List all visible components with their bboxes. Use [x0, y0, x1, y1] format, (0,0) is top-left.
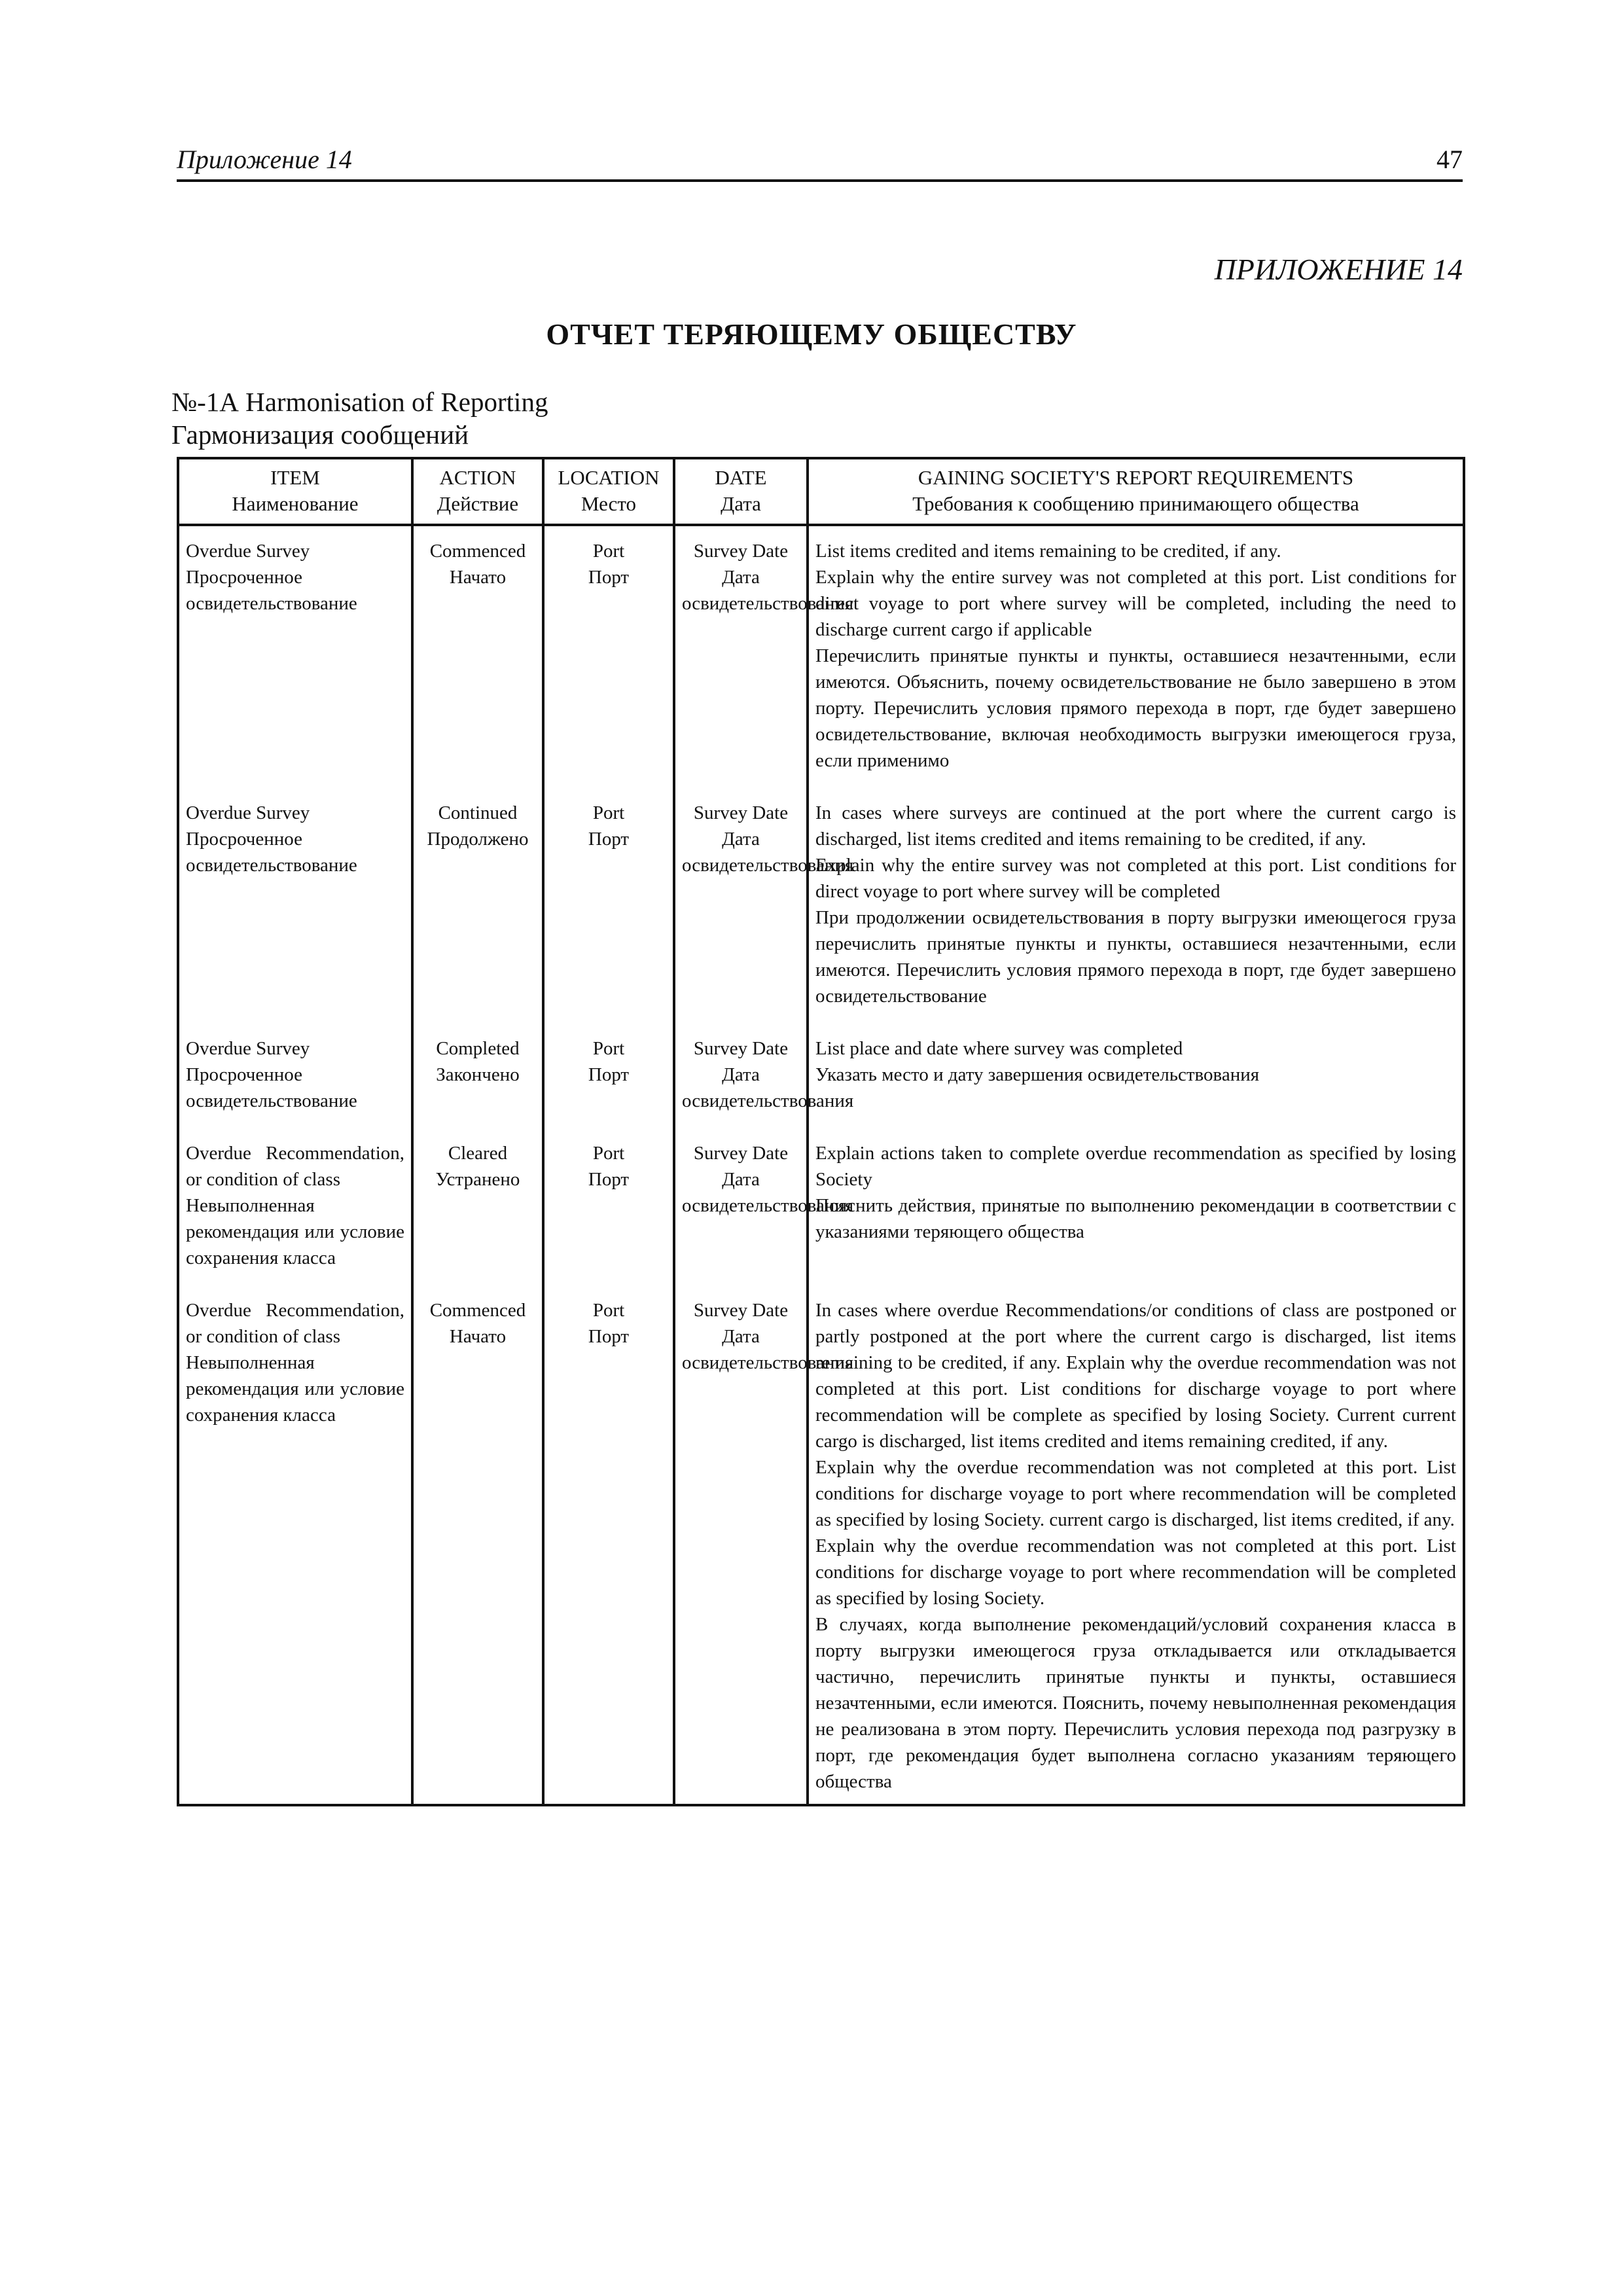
cell-location [543, 1009, 674, 1114]
page-title: ОТЧЕТ ТЕРЯЮЩЕМУ ОБЩЕСТВУ [546, 317, 1077, 351]
requirement-paragraph: Указать место и дату завершения освидетельствования [815, 1064, 1260, 1085]
cell-location [543, 1271, 674, 1805]
cell-date [674, 1271, 854, 1805]
requirement-paragraph: Explain why the overdue recommendation was not completed at this port. List conditions for discharge voyage to port where recommendation will be completed as specified by losing Society. [815, 1535, 1456, 1609]
column-header-en: GAINING SOCIETY'S REPORT REQUIREMENTS [918, 466, 1354, 489]
column-header-en: ITEM [270, 466, 320, 489]
table-header-row [178, 458, 1464, 525]
column-header-ru: Дата [721, 492, 761, 515]
cell-date [674, 774, 854, 1009]
table-row [178, 1271, 1464, 1805]
cell-requirements [808, 525, 1464, 774]
requirement-paragraph: Explain why the entire survey was not completed at this port. List conditions for direct voyage to port where survey will be completed [815, 855, 1456, 902]
action-ru: Начато [449, 1326, 507, 1347]
cell-date [674, 1114, 854, 1271]
action-ru: Закончено [436, 1064, 520, 1085]
item-en: Overdue Recommendation, or condition of class [186, 1143, 404, 1190]
cell-item [178, 774, 412, 1009]
action-en: Continued [438, 802, 518, 823]
item-ru: Просроченное освидетельствование [186, 567, 357, 614]
running-header [177, 145, 1463, 182]
requirement-paragraph: Explain actions taken to complete overdue recommendation as specified by losing Society [815, 1143, 1456, 1190]
location-en: Port [592, 541, 625, 562]
column-header-location [543, 458, 674, 525]
location-ru: Порт [588, 1169, 630, 1190]
requirement-paragraph: В случаях, когда выполнение рекомендаций/условий сохранения класса в порту выгрузки имеющегося груза откладывается или откладывается частично, перечислить принятые пункты и пункты, оставшиеся незачтенными, если имеются. Пояснить, почему невыполненная рекомендация не реализована в этом порту. Перечислить условия перехода под разгрузку в порт, где рекомендация будет выполнена согласно указаниям теряющего общества [815, 1614, 1456, 1792]
date-en: Survey Date [693, 1143, 789, 1164]
column-header-ru: Место [580, 492, 637, 515]
cell-action [412, 1009, 543, 1114]
subtitle-english: №-1А Harmonisation of Reporting [171, 387, 548, 417]
requirement-paragraph: List items credited and items remaining to be credited, if any. [815, 541, 1281, 562]
action-en: Commenced [429, 541, 526, 562]
date-en: Survey Date [693, 541, 789, 562]
column-header-ru: Требования к сообщению принимающего общества [912, 492, 1359, 515]
location-ru: Порт [588, 1326, 630, 1347]
item-ru: Просроченное освидетельствование [186, 1064, 357, 1111]
location-ru: Порт [588, 567, 630, 588]
subtitle-russian: Гармонизация сообщений [171, 420, 469, 450]
requirement-paragraph: List place and date where survey was completed [815, 1038, 1183, 1059]
action-en: Completed [436, 1038, 520, 1059]
date-ru: Дата освидетельствования [682, 1326, 854, 1373]
item-ru: Невыполненная рекомендация или условие сохранения класса [186, 1352, 404, 1426]
cell-action [412, 774, 543, 1009]
column-header-en: LOCATION [558, 466, 660, 489]
requirement-paragraph: Пояснить действия, принятые по выполнению рекомендации в соответствии с указаниями теряющего общества [815, 1195, 1456, 1242]
item-en: Overdue Recommendation, or condition of class [186, 1300, 404, 1347]
action-ru: Начато [449, 567, 507, 588]
location-ru: Порт [588, 829, 630, 850]
cell-action [412, 1271, 543, 1805]
cell-item [178, 1271, 412, 1805]
cell-location [543, 774, 674, 1009]
date-en: Survey Date [693, 1300, 789, 1321]
cell-requirements [808, 1271, 1464, 1805]
table-row [178, 525, 1464, 774]
column-header-action [412, 458, 543, 525]
table-row [178, 774, 1464, 1009]
table-row [178, 1114, 1464, 1271]
cell-action [412, 1114, 543, 1271]
column-header-requirements [808, 458, 1464, 525]
location-ru: Порт [588, 1064, 630, 1085]
item-ru: Невыполненная рекомендация или условие сохранения класса [186, 1195, 404, 1268]
action-ru: Продолжено [427, 829, 529, 850]
appendix-label: ПРИЛОЖЕНИЕ 14 [1214, 253, 1463, 286]
item-ru: Просроченное освидетельствование [186, 829, 357, 876]
column-header-ru: Действие [437, 492, 519, 515]
running-title: Приложение 14 [177, 145, 352, 174]
requirement-paragraph: Перечислить принятые пункты и пункты, оставшиеся незачтенными, если имеются. Объяснить, почему освидетельствование не было завершено в этом порту. Перечислить условия прямого перехода в порт, где будет завершено освидетельствование, включая необходимость выгрузки имеющегося груза, если применимо [815, 645, 1456, 771]
location-en: Port [592, 802, 625, 823]
cell-item [178, 525, 412, 774]
requirement-paragraph: Explain why the overdue recommendation was not completed at this port. List conditions for discharge voyage to port where recommendation will be completed as specified by losing Society. current cargo is discharged, list items credited, if any. [815, 1457, 1456, 1530]
date-en: Survey Date [693, 1038, 789, 1059]
action-en: Cleared [448, 1143, 508, 1164]
location-en: Port [592, 1038, 625, 1059]
column-header-en: DATE [715, 466, 767, 489]
action-ru: Устранено [435, 1169, 520, 1190]
item-en: Overdue Survey [186, 1038, 310, 1059]
cell-location [543, 525, 674, 774]
location-en: Port [592, 1300, 625, 1321]
requirement-paragraph: При продолжении освидетельствования в порту выгрузки имеющегося груза перечислить принятые пункты и пункты, оставшиеся незачтенными, если имеются. Перечислить условия прямого перехода в порт, где будет завершено освидетельствование [815, 907, 1456, 1007]
date-ru: Дата освидетельствования [682, 567, 854, 614]
cell-action [412, 525, 543, 774]
date-ru: Дата освидетельствования [682, 1064, 854, 1111]
report-requirements-table [177, 457, 1465, 1806]
action-en: Commenced [429, 1300, 526, 1321]
cell-item [178, 1114, 412, 1271]
cell-requirements [808, 1114, 1464, 1271]
requirement-paragraph: In cases where surveys are continued at the port where the current cargo is discharged, list items credited and items remaining to be credited, if any. [815, 802, 1456, 850]
cell-requirements [808, 1009, 1464, 1114]
cell-location [543, 1114, 674, 1271]
cell-requirements [808, 774, 1464, 1009]
requirement-paragraph: In cases where overdue Recommendations/or conditions of class are postponed or partly postponed at the port where the current cargo is discharged, list items remaining to be credited, if any. Explain why the overdue recommendation was not completed at this port. List conditions for discharge voyage to port where recommendation will be complete as specified by losing Society. Current current cargo is discharged, list items credited and items remaining credited, if any. [815, 1300, 1456, 1452]
date-ru: Дата освидетельствования [682, 829, 854, 876]
location-en: Port [592, 1143, 625, 1164]
column-header-ru: Наименование [232, 492, 359, 515]
column-header-en: ACTION [439, 466, 516, 489]
table-row [178, 1009, 1464, 1114]
date-ru: Дата освидетельствования [682, 1169, 854, 1216]
item-en: Overdue Survey [186, 802, 310, 823]
item-en: Overdue Survey [186, 541, 310, 562]
date-en: Survey Date [693, 802, 789, 823]
cell-date [674, 1009, 854, 1114]
cell-item [178, 1009, 412, 1114]
requirement-paragraph: Explain why the entire survey was not completed at this port. List conditions for direct voyage to port where survey will be completed, including the need to discharge current cargo if applicable [815, 567, 1456, 640]
page-number: 47 [1436, 145, 1463, 174]
cell-date [674, 525, 854, 774]
column-header-item [178, 458, 412, 525]
column-header-date [674, 458, 808, 525]
